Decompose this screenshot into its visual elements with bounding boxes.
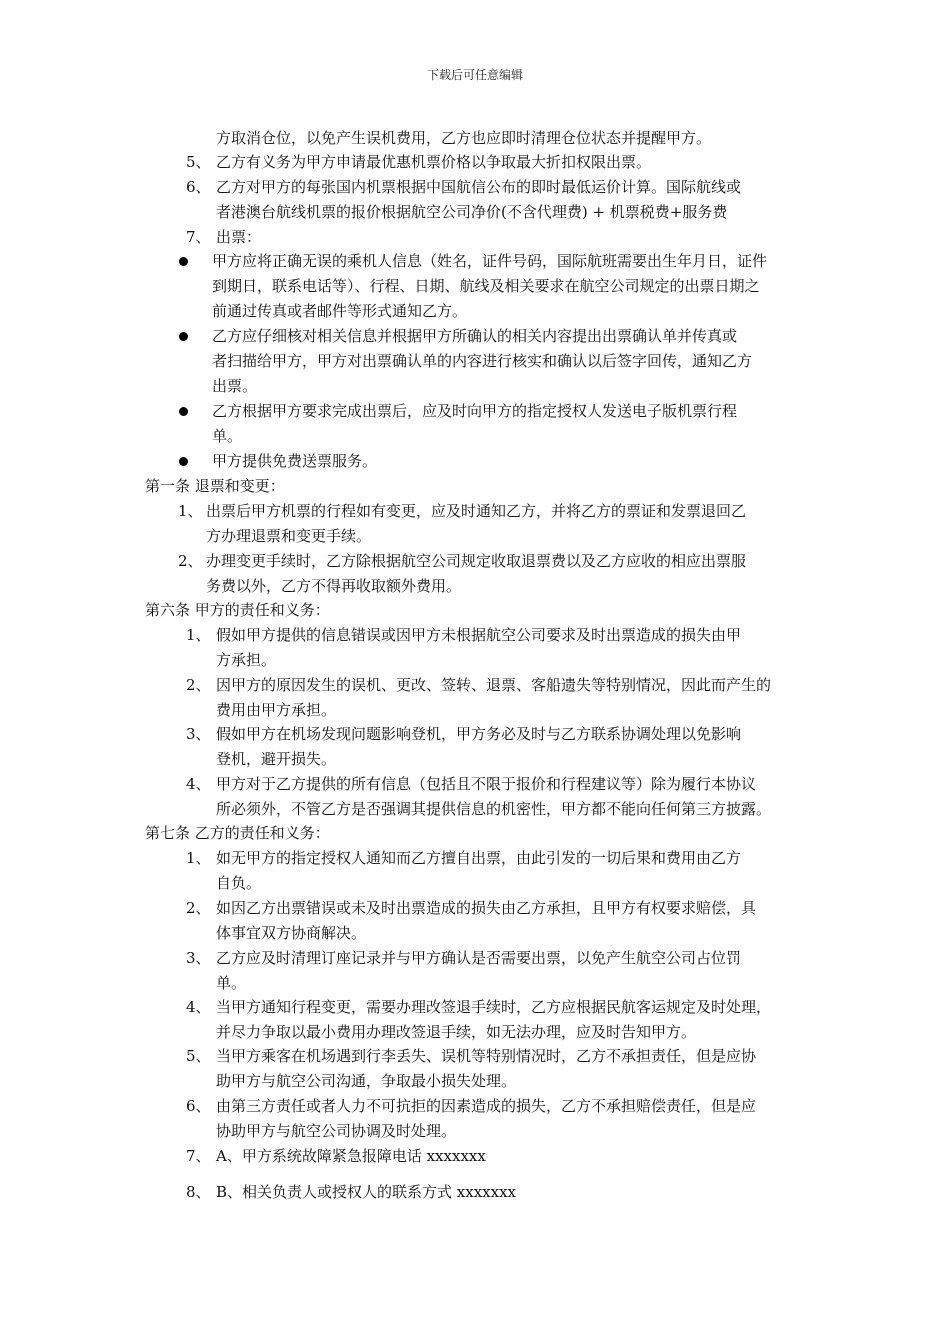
item-number: 6、 <box>186 178 211 196</box>
item-text: 并尽力争取以最小费用办理改签退手续，如无法办理，应及时告知甲方。 <box>216 1023 697 1041</box>
item-text: 如无甲方的指定授权人通知而乙方擅自出票，由此引发的一切后果和费用由乙方 <box>216 849 742 867</box>
item-text: 当甲方乘客在机场遇到行李丢失、误机等特别情况时，乙方不承担责任，但是应协 <box>216 1047 757 1065</box>
item-number: 8、 <box>186 1183 211 1201</box>
item-text: 甲方对于乙方提供的所有信息（包括且不限于报价和行程建议等）除为履行本协议 <box>216 775 757 793</box>
bullet-text: 者扫描给甲方，甲方对出票确认单的内容进行核实和确认以后签字回传，通知乙方 <box>212 352 753 370</box>
item-number: 3、 <box>186 725 211 743</box>
item-text: A、甲方系统故障紧急报障电话 xxxxxxx <box>216 1147 486 1165</box>
item-text: 办理变更手续时，乙方除根据航空公司规定收取退票费以及乙方应收的相应出票服 <box>206 552 747 570</box>
item-text: 务费以外，乙方不得再收取额外费用。 <box>206 577 462 595</box>
item-text: 协助甲方与航空公司协调及时处理。 <box>216 1122 457 1140</box>
item-text: 出票： <box>216 228 262 246</box>
item-text: 如因乙方出票错误或未及时出票造成的损失由乙方承担，且甲方有权要求赔偿，具 <box>216 899 757 917</box>
bullet-icon <box>179 332 188 341</box>
item-number: 7、 <box>186 228 211 246</box>
item-text: 乙方对甲方的每张国内机票根据中国航信公布的即时最低运价计算。国际航线或 <box>216 178 742 196</box>
bullet-text: 乙方应仔细核对相关信息并根据甲方所确认的相关内容提出出票确认单并传真或 <box>212 327 738 345</box>
item-number: 5、 <box>186 1047 211 1065</box>
item-number: 2、 <box>178 552 203 570</box>
item-text: 单。 <box>216 974 247 992</box>
item-text: 因甲方的原因发生的误机、更改、签转、退票、客船遗失等特别情况，因此而产生的 <box>216 676 772 694</box>
item-number: 6、 <box>186 1097 211 1115</box>
bullet-text: 甲方应将正确无误的乘机人信息（姓名，证件号码，国际航班需要出生年月日，证件 <box>212 252 768 270</box>
item-text: B、相关负责人或授权人的联系方式 xxxxxxx <box>216 1183 517 1201</box>
bullet-text: 甲方提供免费送票服务。 <box>212 452 378 470</box>
item-text: 体事宜双方协商解决。 <box>216 924 367 942</box>
item-text: 所必须外，不管乙方是否强调其提供信息的机密性，甲方都不能向任何第三方披露。 <box>216 800 772 818</box>
item-text: 费用由甲方承担。 <box>216 701 337 719</box>
bullet-text: 乙方根据甲方要求完成出票后，应及时向甲方的指定授权人发送电子版机票行程 <box>212 402 738 420</box>
bullet-icon <box>179 257 188 266</box>
item-text: 当甲方通知行程变更，需要办理改签退手续时，乙方应根据民航客运规定及时处理， <box>216 998 772 1016</box>
item-number: 7、 <box>186 1147 211 1165</box>
item-text: 乙方应及时清理订座记录并与甲方确认是否需要出票，以免产生航空公司占位罚 <box>216 949 742 967</box>
bullet-text: 单。 <box>212 427 243 445</box>
item-text: 登机，避开损失。 <box>216 750 337 768</box>
bullet-text: 出票。 <box>212 377 258 395</box>
bullet-text: 到期日，联系电话等）、行程、日期、航线及相关要求在航空公司规定的出票日期之 <box>212 277 760 295</box>
item-number: 1、 <box>186 849 211 867</box>
item-number: 2、 <box>186 899 211 917</box>
bullet-icon <box>179 457 188 466</box>
item-text: 假如甲方在机场发现问题影响登机，甲方务必及时与乙方联系协调处理以免影响 <box>216 725 742 743</box>
item-text: 助甲方与航空公司沟通，争取最小损失处理。 <box>216 1072 517 1090</box>
item-text: 自负。 <box>216 874 262 892</box>
item-text: 由第三方责任或者人力不可抗拒的因素造成的损失，乙方不承担赔偿责任，但是应 <box>216 1097 757 1115</box>
item-number: 3、 <box>186 949 211 967</box>
item-text: 出票后甲方机票的行程如有变更，应及时通知乙方，并将乙方的票证和发票退回乙 <box>206 502 747 520</box>
section-title: 第一条 退票和变更： <box>145 477 285 495</box>
item-number: 4、 <box>186 775 211 793</box>
item-text: 者港澳台航线机票的报价根据航空公司净价(不含代理费) + 机票税费+服务费 <box>216 203 728 221</box>
item-number: 2、 <box>186 676 211 694</box>
item-number: 1、 <box>186 626 211 644</box>
item-text: 假如甲方提供的信息错误或因甲方未根据航空公司要求及时出票造成的损失由甲 <box>216 626 742 644</box>
section-title: 第六条 甲方的责任和义务： <box>145 601 330 619</box>
item-text: 方承担。 <box>216 651 277 669</box>
bullet-icon <box>179 407 188 416</box>
section-title: 第七条 乙方的责任和义务： <box>145 824 330 842</box>
item-number: 5、 <box>186 153 211 171</box>
continued-text: 方取消仓位，以免产生误机费用，乙方也应即时清理仓位状态并提醒甲方。 <box>216 129 712 147</box>
item-text: 乙方有义务为甲方申请最优惠机票价格以争取最大折扣权限出票。 <box>216 153 652 171</box>
item-number: 4、 <box>186 998 211 1016</box>
page-header: 下载后可任意编辑 <box>426 68 523 82</box>
bullet-text: 前通过传真或者邮件等形式通知乙方。 <box>212 302 468 320</box>
item-number: 1、 <box>178 502 203 520</box>
item-text: 方办理退票和变更手续。 <box>206 527 372 545</box>
